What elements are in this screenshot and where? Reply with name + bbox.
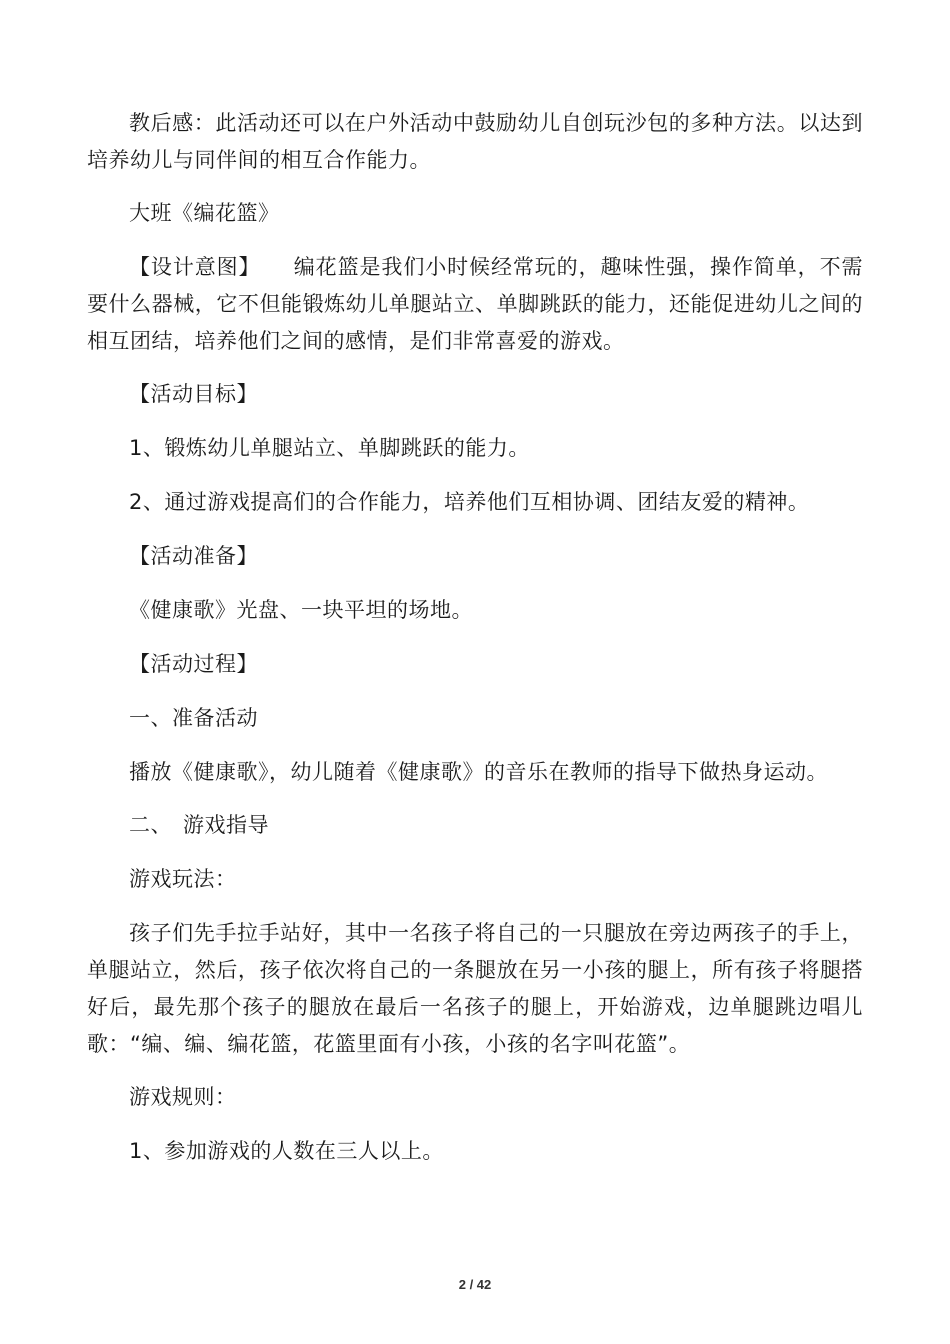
paragraph-game-method: 孩子们先手拉手站好，其中一名孩子将自己的一只腿放在旁边两孩子的手上，单腿站立，然后，孩子依次将自己的一条腿放在另一小孩的腿上，所有孩子将腿搭好后，最先那个孩子的腿放在最后一名孩子的腿上，开始游戏，边单腿跳边唱儿歌：“编、编、编花篮，花篮里面有小孩，小孩的名字叫花篮”。 (87, 921, 863, 1056)
heading-game-rules: 游戏规则： (129, 1085, 237, 1109)
process-step-1: 一、准备活动 (129, 706, 258, 730)
heading-activity-goals: 【活动目标】 (129, 382, 258, 406)
lesson-title: 大班《编花篮》 (129, 201, 280, 225)
heading-game-method: 游戏玩法： (129, 867, 237, 891)
goal-item-2: 2、通过游戏提高们的合作能力，培养他们互相协调、团结友爱的精神。 (129, 490, 810, 514)
heading-activity-process: 【活动过程】 (129, 652, 258, 676)
goal-item-1: 1、锻炼幼儿单腿站立、单脚跳跃的能力。 (129, 436, 530, 460)
paragraph-reflection: 教后感：此活动还可以在户外活动中鼓励幼儿自创玩沙包的多种方法。以达到培养幼儿与同伴间的相互合作能力。 (87, 111, 863, 172)
page-number: 2 / 42 (458, 1277, 492, 1292)
document-body (87, 105, 863, 1187)
heading-activity-preparation: 【活动准备】 (129, 544, 258, 568)
process-step-2: 二、 游戏指导 (129, 813, 269, 837)
paragraph-design-intent: 【设计意图】 编花篮是我们小时候经常玩的，趣味性强，操作简单，不需要什么器械，它不但能锻炼幼儿单腿站立、单脚跳跃的能力，还能促进幼儿之间的相互团结，培养他们之间的感情，是们非常喜爱的游戏。 (87, 255, 863, 353)
rule-item-1: 1、参加游戏的人数在三人以上。 (129, 1139, 444, 1163)
preparation-text: 《健康歌》光盘、一块平坦的场地。 (129, 598, 473, 622)
paragraph-warmup: 播放《健康歌》，幼儿随着《健康歌》的音乐在教师的指导下做热身运动。 (129, 760, 828, 784)
